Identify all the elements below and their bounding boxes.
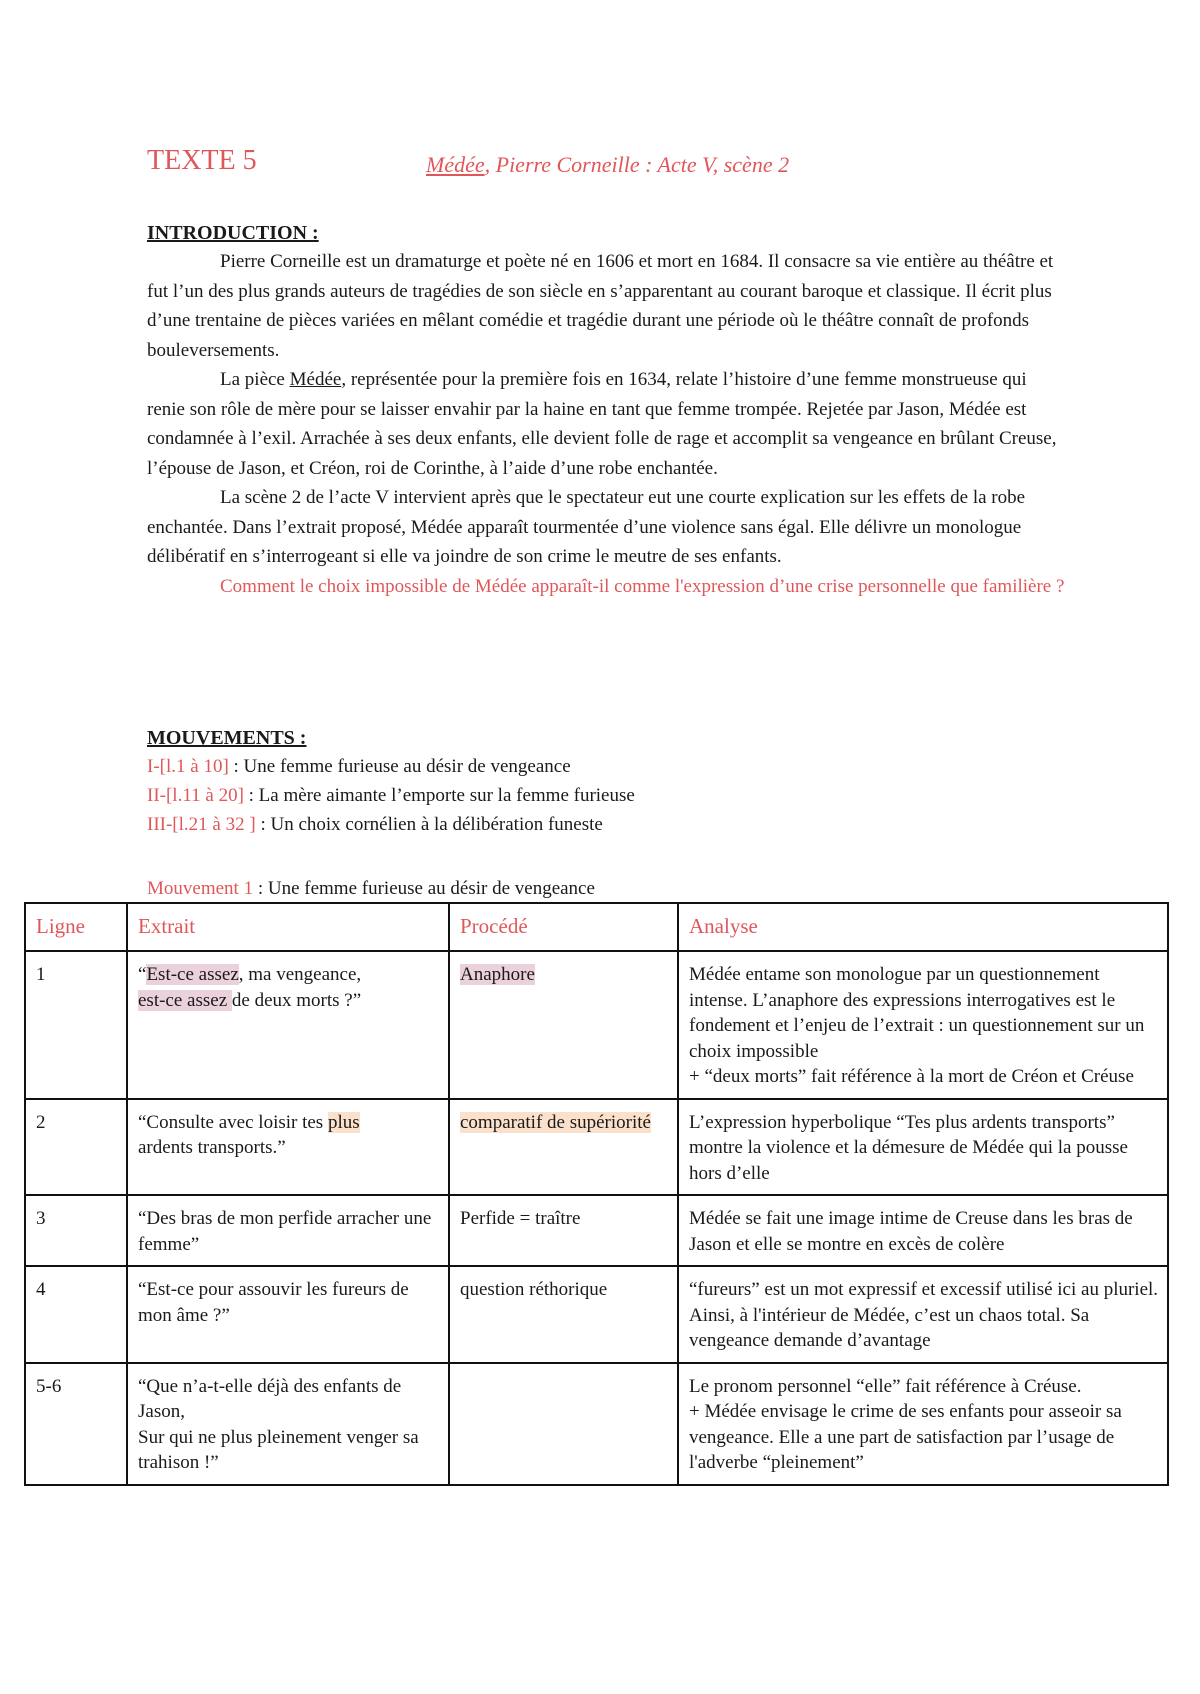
- cell-analyse: Médée se fait une image intime de Creuse dans les bras de Jason et elle se montre en excès de colère: [678, 1195, 1168, 1266]
- work-subtitle-rest: , Pierre Corneille : Acte V, scène 2: [484, 152, 790, 177]
- mouvement1-label: Mouvement 1: [147, 878, 254, 899]
- highlight-comparatif: plus: [327, 1111, 360, 1133]
- mouvement-text: : Une femme furieuse au désir de vengeance: [228, 756, 571, 777]
- title-row: [147, 145, 1047, 185]
- mouvement-ref: III-[l.21 à 32 ]: [147, 814, 256, 835]
- work-subtitle: [426, 152, 789, 178]
- cell-extrait: “Des bras de mon perfide arracher une femme”: [127, 1195, 449, 1266]
- cell-analyse: L’expression hyperbolique “Tes plus ardents transports” montre la violence et la démesure de Médée qui la pousse hors d’elle: [678, 1099, 1168, 1196]
- mouvement-item: [147, 810, 1067, 839]
- cell-procede: question réthorique: [449, 1266, 678, 1363]
- work-title: Médée: [426, 152, 485, 177]
- mouvement-text: : La mère aimante l’emporte sur la femme furieuse: [243, 785, 635, 806]
- extrait-text: “Que n’a-t-elle déjà des enfants de Jason,: [138, 1375, 402, 1422]
- problematique: Comment le choix impossible de Médée apparaît-il comme l'expression d’une crise personnelle que familière ?: [220, 575, 1065, 597]
- mouvement-item: [147, 781, 1067, 810]
- mouvement-ref: I-[l.1 à 10]: [147, 756, 229, 777]
- analyse-text: + Médée envisage le crime de ses enfants pour asseoir sa vengeance. Elle a une part de satisfaction par l’usage de l'adverbe “pleinement”: [689, 1401, 1122, 1473]
- cell-ligne: 5-6: [25, 1363, 127, 1485]
- introduction-heading: INTRODUCTION :: [147, 222, 319, 244]
- cell-ligne: 2: [25, 1099, 127, 1196]
- analyse-text: + “deux morts” fait référence à la mort de Créon et Créuse: [689, 1066, 1134, 1087]
- texte-label: TEXTE 5: [147, 145, 257, 176]
- cell-analyse: [678, 1363, 1168, 1485]
- procede-highlight: Anaphore: [460, 964, 535, 985]
- cell-extrait: [127, 951, 449, 1099]
- intro-paragraph-3: La scène 2 de l’acte V intervient après que le spectateur eut une courte explication sur les effets de la robe enchantée. Dans l’extrait proposé, Médée apparaît tourmentée d’une violence sans égal. Elle délivre un monologue délibératif en s’interrogeant si elle va joindre de son crime le meutre de ses enfants.: [147, 487, 1026, 567]
- table-row: [25, 951, 1168, 1099]
- extrait-text: Sur qui ne plus pleinement venger sa trahison !”: [138, 1426, 419, 1473]
- header-ligne: Ligne: [25, 903, 127, 951]
- highlight-anaphore: Est-ce assez: [146, 964, 239, 985]
- extrait-text: “: [138, 964, 147, 985]
- extrait-text: “Consulte avec loisir tes: [138, 1111, 328, 1133]
- cell-ligne: 4: [25, 1266, 127, 1363]
- cell-ligne: 1: [25, 951, 127, 1099]
- mouvement1-title: [147, 876, 595, 902]
- procede-highlight: comparatif de supériorité: [460, 1111, 651, 1133]
- cell-extrait: “Est-ce pour assouvir les fureurs de mon âme ?”: [127, 1266, 449, 1363]
- intro-p2-work: Médée: [289, 369, 342, 390]
- table-row: [25, 1195, 1168, 1266]
- cell-extrait: [127, 1099, 449, 1196]
- intro-paragraph-2: [147, 365, 1067, 483]
- intro-paragraph-1: Pierre Corneille est un dramaturge et poète né en 1606 et mort en 1684. Il consacre sa vie entière au théâtre et fut l’un des plus grands auteurs de tragédies de son siècle en s’apparentant au courant baroque et classique. Il écrit plus d’une trentaine de pièces variées en mêlant comédie et tragédie durant une période où le théâtre connaît de profonds bouleversements.: [147, 251, 1054, 361]
- analyse-text: Le pronom personnel “elle” fait référence à Créuse.: [689, 1375, 1082, 1397]
- cell-analyse: [678, 951, 1168, 1099]
- extrait-text: de deux morts ?”: [231, 989, 362, 1011]
- table-row: [25, 1363, 1168, 1485]
- table-header-row: [25, 903, 1168, 951]
- analysis-table: [24, 902, 1169, 1486]
- cell-procede: [449, 1099, 678, 1196]
- table-row: [25, 1266, 1168, 1363]
- mouvement-ref: II-[l.11 à 20]: [147, 785, 244, 806]
- cell-procede: [449, 1363, 678, 1485]
- extrait-text: ardents transports.”: [138, 1137, 286, 1158]
- header-procede: Procédé: [449, 903, 678, 951]
- intro-p2-lead: La pièce: [220, 369, 290, 390]
- cell-extrait: [127, 1363, 449, 1485]
- intro-p2-rest: , représentée pour la première fois en 1634, relate l’histoire d’une femme monstrueuse qui renie son rôle de mère pour se laisser envahir par la haine en tant que femme trompée. Rejetée par Jason, Médée est condamnée à l’exil. Arrachée à ses deux enfants, elle devient folle de rage et accomplit sa vengeance en brûlant Creuse, l’épouse de Jason, et Créon, roi de Corinthe, à l’aide d’une robe enchantée.: [147, 369, 1057, 479]
- introduction-section: [147, 219, 1067, 601]
- extrait-text: , ma vengeance,: [238, 964, 362, 985]
- mouvements-section: [147, 724, 1067, 839]
- cell-procede: Perfide = traître: [449, 1195, 678, 1266]
- mouvement-item: [147, 752, 1067, 781]
- mouvement-text: : Un choix cornélien à la délibération funeste: [255, 814, 603, 835]
- header-analyse: Analyse: [678, 903, 1168, 951]
- highlight-anaphore: est-ce assez: [138, 989, 232, 1011]
- cell-analyse: “fureurs” est un mot expressif et excessif utilisé ici au pluriel. Ainsi, à l'intérieur de Médée, c’est un chaos total. Sa vengeance demande d’avantage: [678, 1266, 1168, 1363]
- cell-procede: [449, 951, 678, 1099]
- table-row: [25, 1099, 1168, 1196]
- mouvement1-text: : Une femme furieuse au désir de vengeance: [253, 878, 595, 899]
- mouvements-heading: MOUVEMENTS :: [147, 727, 307, 749]
- cell-ligne: 3: [25, 1195, 127, 1266]
- analyse-text: Médée entame son monologue par un questionnement intense. L’anaphore des expressions interrogatives est le fondement et l’enjeu de l’extrait : un questionnement sur un choix impossible: [689, 964, 1145, 1062]
- header-extrait: Extrait: [127, 903, 449, 951]
